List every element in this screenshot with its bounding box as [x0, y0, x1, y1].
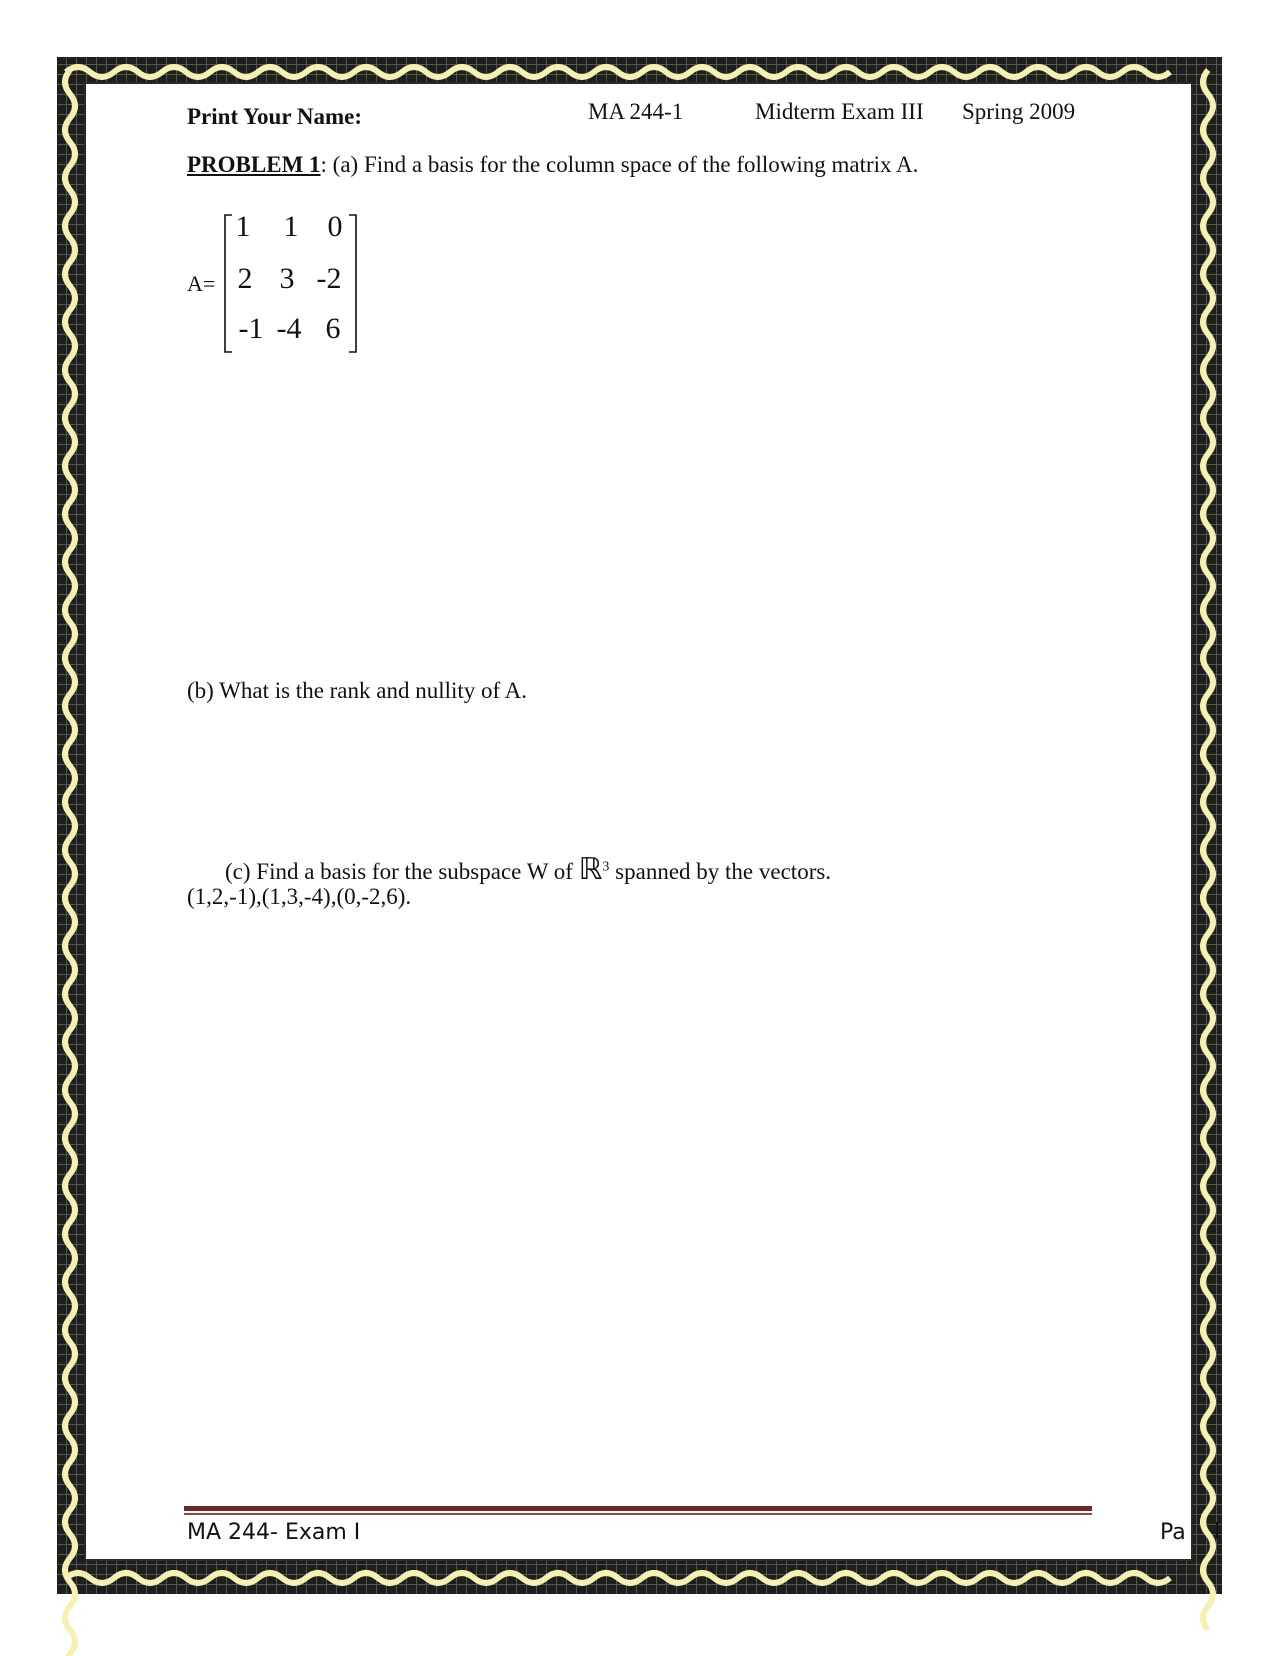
part-c-suffix: spanned by the vectors.	[609, 859, 832, 884]
matrix-cell: 1	[283, 210, 299, 243]
dimension-exponent: 3	[602, 859, 610, 875]
matrix-cell: 3	[279, 262, 295, 295]
footer-rule	[184, 1506, 1092, 1511]
problem1-part-c	[225, 852, 831, 887]
matrix-cell: -2	[316, 262, 342, 295]
bottom-wave	[66, 1573, 1170, 1583]
footer-page-fragment: l	[1214, 1520, 1221, 1545]
exam-title: Midterm Exam III	[755, 99, 924, 124]
problem-title: PROBLEM 1	[187, 152, 321, 177]
course-code: MA 244-1	[588, 99, 684, 124]
footer-page-label: Pa	[1160, 1520, 1186, 1545]
matrix-cell: 2	[237, 262, 253, 295]
problem1-part-a	[187, 152, 918, 178]
footer-left: MA 244- Exam I	[187, 1520, 361, 1545]
matrix-cell: -4	[276, 312, 302, 345]
matrix-cell: 6	[325, 312, 341, 345]
top-wave	[66, 67, 1170, 77]
footer-rule-thin	[184, 1513, 1092, 1515]
right-wave	[1203, 70, 1213, 1630]
left-wave	[65, 70, 75, 1656]
matrix-label: A=	[187, 271, 216, 296]
name-label: Print Your Name:	[187, 104, 363, 129]
real-numbers-symbol: ℝ	[578, 852, 603, 887]
matrix-cell: -1	[238, 312, 264, 345]
part-c-vectors: (1,2,-1),(1,3,-4),(0,-2,6).	[187, 884, 412, 909]
part-c-prefix: (c) Find a basis for the subspace W of	[225, 859, 579, 884]
problem1-part-b: (b) What is the rank and nullity of A.	[187, 678, 528, 703]
part-a-text: : (a) Find a basis for the column space of the following matrix A.	[320, 152, 919, 177]
exam-term: Spring 2009	[962, 99, 1076, 124]
matrix-cell: 0	[327, 210, 343, 243]
matrix-cell: 1	[235, 210, 251, 243]
